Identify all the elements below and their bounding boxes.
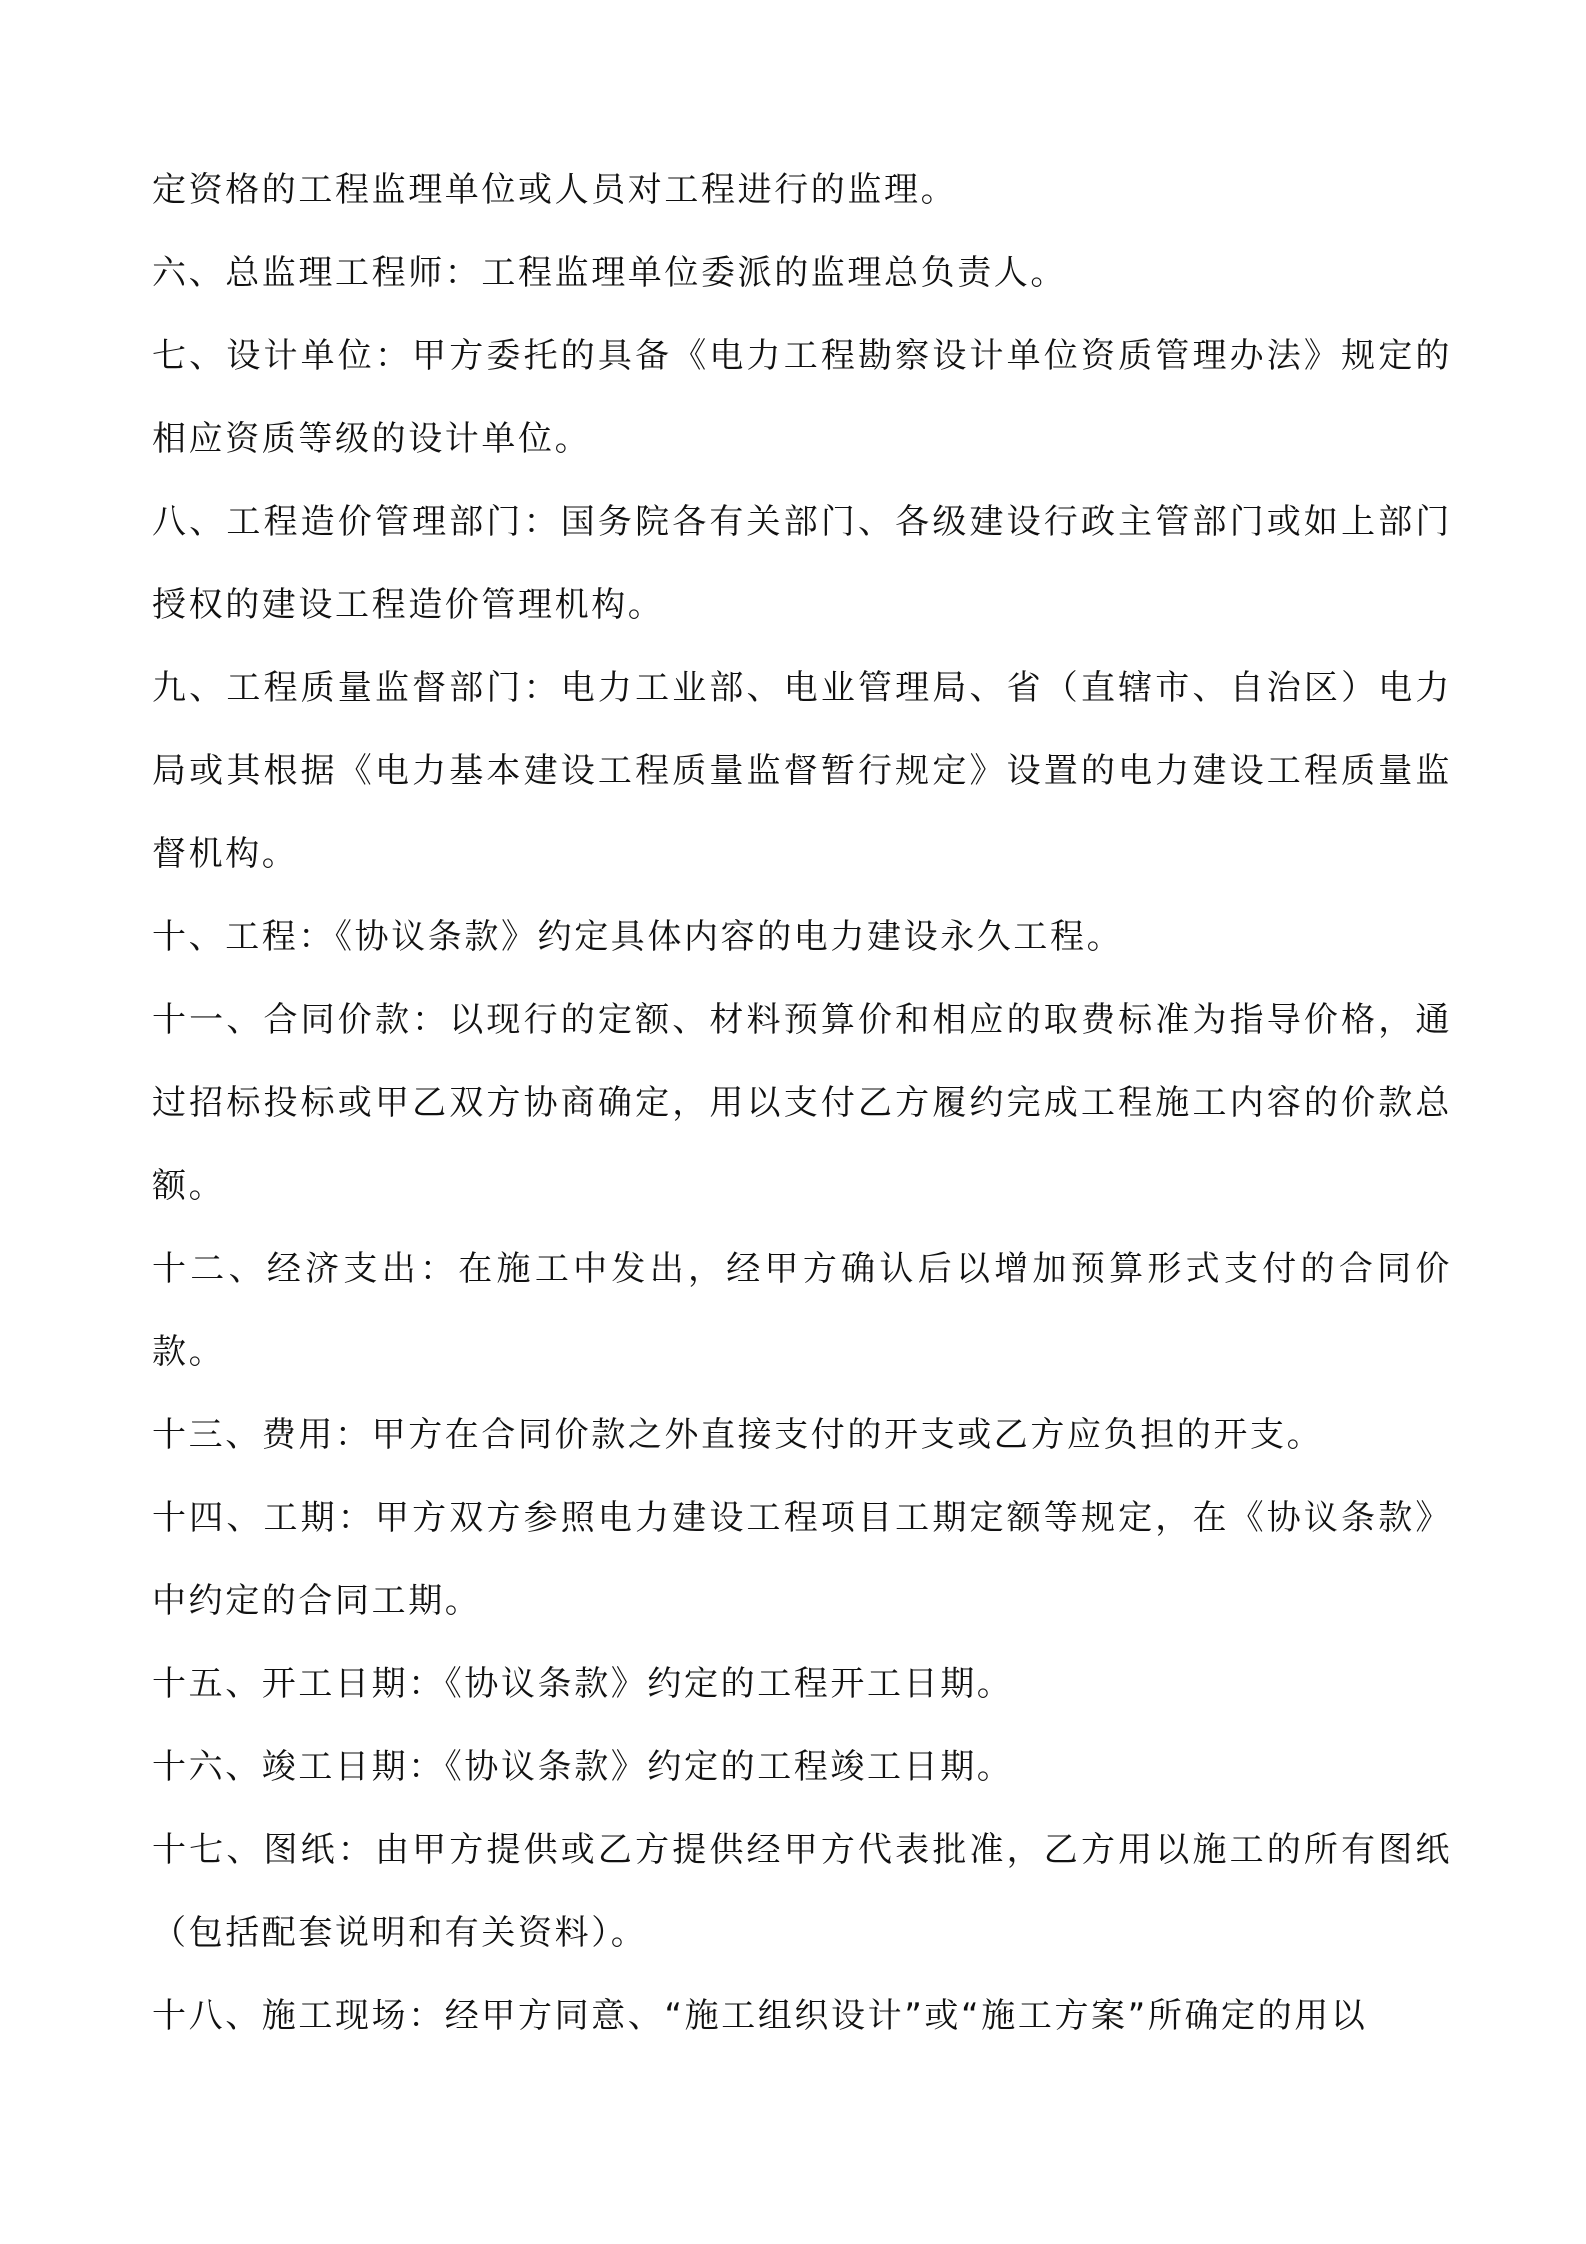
paragraph-clause-18: 十八、施工现场：经甲方同意、“施工组织设计”或“施工方案”所确定的用以: [152, 1996, 1368, 2036]
paragraph-clause-16: 十六、竣工日期：《协议条款》约定的工程竣工日期。: [152, 1747, 1014, 1787]
paragraph-clause-6: 六、总监理工程师：工程监理单位委派的监理总负责人。: [152, 253, 1067, 293]
paragraph-clause-15: 十五、开工日期：《协议条款》约定的工程开工日期。: [152, 1664, 1014, 1704]
paragraph-clause-12: 十二、经济支出：在施工中发出，经甲方确认后以增加预算形式支付的合同价款。: [152, 1249, 1452, 1372]
paragraph-clause-9: 九、工程质量监督部门：电力工业部、电业管理局、省（直辖市、自治区）电力局或其根据《电力基本建设工程质量监督暂行规定》设置的电力建设工程质量监督机构。: [152, 668, 1452, 874]
paragraph-clause-11: 十一、合同价款：以现行的定额、材料预算价和相应的取费标准为指导价格，通过招标投标或甲乙双方协商确定，用以支付乙方履约完成工程施工内容的价款总额。: [152, 1000, 1452, 1206]
paragraph-clause-13: 十三、费用：甲方在合同价款之外直接支付的开支或乙方应负担的开支。: [152, 1415, 1324, 1455]
document-body: [152, 149, 1452, 2058]
paragraph-clause-14: 十四、工期：甲方双方参照电力建设工程项目工期定额等规定，在《协议条款》中约定的合同工期。: [152, 1498, 1452, 1621]
paragraph-continuation: 定资格的工程监理单位或人员对工程进行的监理。: [152, 170, 958, 210]
paragraph-clause-17: 十七、图纸：由甲方提供或乙方提供经甲方代表批准，乙方用以施工的所有图纸（包括配套说明和有关资料）。: [152, 1830, 1452, 1953]
paragraph-clause-8: 八、工程造价管理部门：国务院各有关部门、各级建设行政主管部门或如上部门授权的建设工程造价管理机构。: [152, 502, 1452, 625]
paragraph-clause-7: 七、设计单位：甲方委托的具备《电力工程勘察设计单位资质管理办法》规定的相应资质等级的设计单位。: [152, 336, 1452, 459]
paragraph-clause-10: 十、工程：《协议条款》约定具体内容的电力建设永久工程。: [152, 917, 1124, 957]
